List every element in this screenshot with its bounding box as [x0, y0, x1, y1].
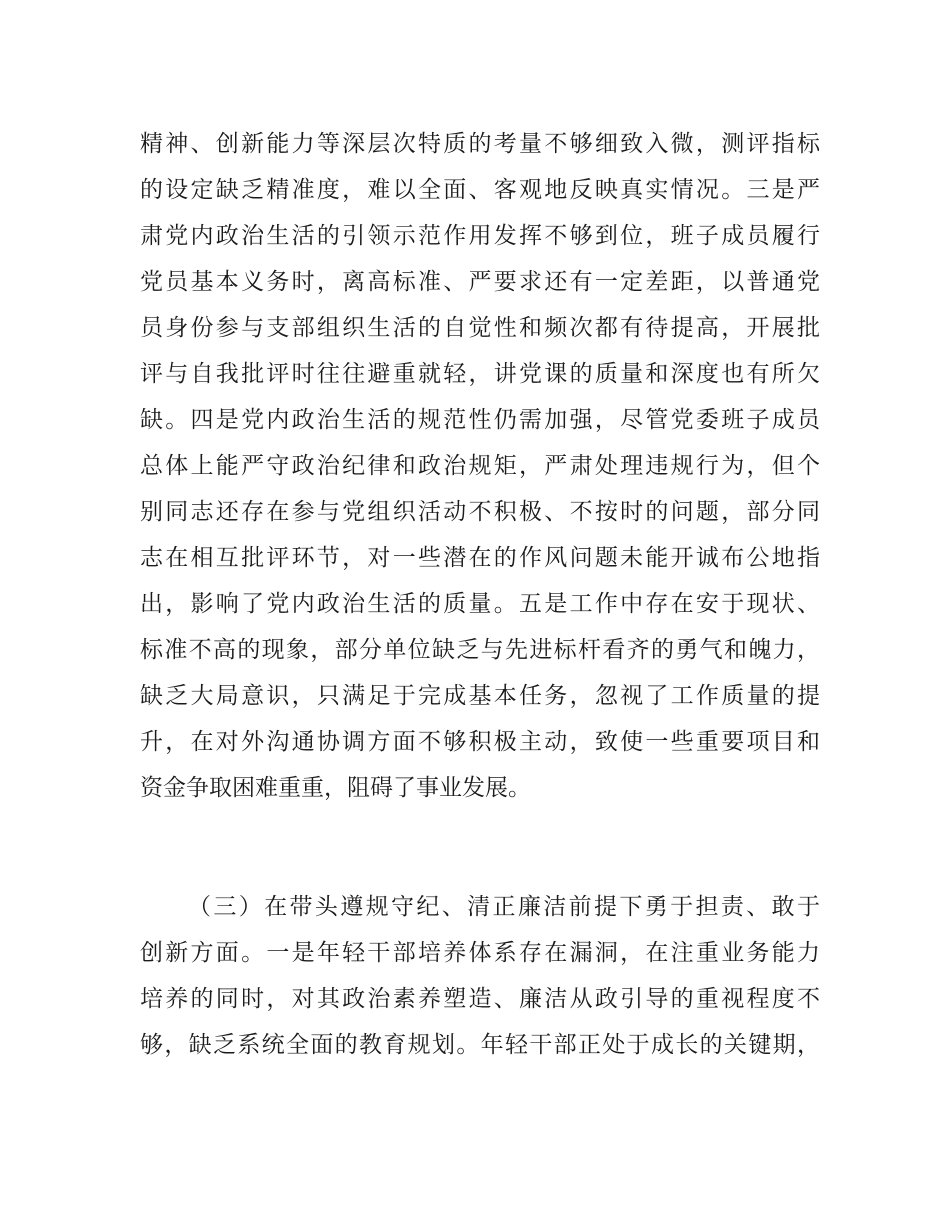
text-line: 标准不高的现象，部分单位缺乏与先进标杆看齐的勇气和魄力，: [140, 637, 820, 663]
text-line: 精神、创新能力等深层次特质的考量不够细致入微，测评指标: [140, 131, 820, 157]
text-line: 培养的同时，对其政治素养塑造、廉洁从政引导的重视程度不: [140, 986, 820, 1012]
paragraph-1: [140, 121, 820, 811]
text-line: 出，影响了党内政治生活的质量。五是工作中存在安于现状、: [140, 591, 820, 617]
text-line: 缺乏大局意识，只满足于完成基本任务，忽视了工作质量的提: [140, 683, 820, 709]
text-line: 的设定缺乏精准度，难以全面、客观地反映真实情况。三是严: [140, 177, 820, 203]
text-line: 评与自我批评时往往避重就轻，讲党课的质量和深度也有所欠: [140, 361, 820, 387]
text-line: 升，在对外沟通协调方面不够积极主动，致使一些重要项目和: [140, 729, 820, 755]
text-line: 肃党内政治生活的引领示范作用发挥不够到位，班子成员履行: [140, 223, 820, 249]
text-line: 员身份参与支部组织生活的自觉性和频次都有待提高，开展批: [140, 315, 820, 341]
text-line: 够，缺乏系统全面的教育规划。年轻干部正处于成长的关键期，: [140, 1032, 820, 1058]
text-line: 志在相互批评环节，对一些潜在的作风问题未能开诚布公地指: [140, 545, 820, 571]
text-line: 资金争取困难重重，阻碍了事业发展。: [140, 775, 531, 801]
text-line: 别同志还存在参与党组织活动不积极、不按时的问题，部分同: [140, 499, 820, 525]
text-line: 党员基本义务时，离高标准、严要求还有一定差距，以普通党: [140, 269, 820, 295]
text-line: 总体上能严守政治纪律和政治规矩，严肃处理违规行为，但个: [140, 453, 820, 479]
text-line: 创新方面。一是年轻干部培养体系存在漏洞，在注重业务能力: [140, 940, 820, 966]
section-heading-line: （三）在带头遵规守纪、清正廉洁前提下勇于担责、敢于: [188, 894, 820, 920]
text-line: 缺。四是党内政治生活的规范性仍需加强，尽管党委班子成员: [140, 407, 820, 433]
paragraph-2: [140, 884, 820, 1068]
